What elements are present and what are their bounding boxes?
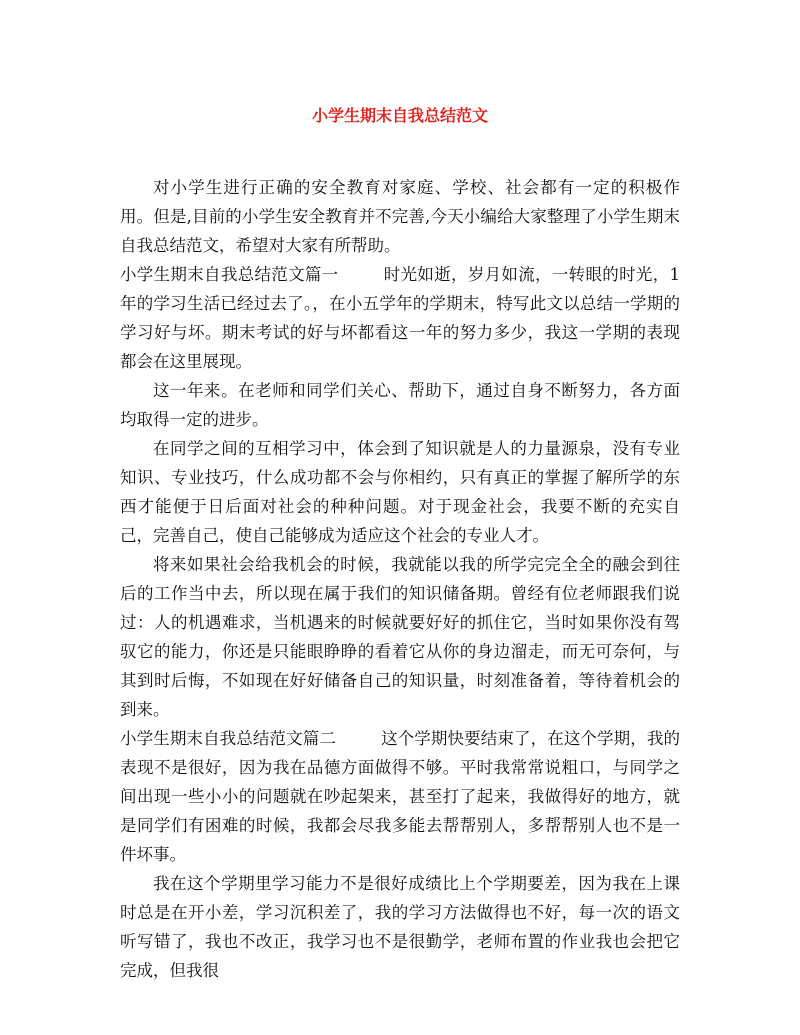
intro-paragraph: 对小学生进行正确的安全教育对家庭、学校、社会都有一定的积极作用。但是,目前的小学生安全教育并不完善,今天小编给大家整理了小学生期末自我总结范文，希望对大家有所帮助。 [120,178,680,255]
section-one-text: 时光如逝，岁月如流，一转眼的时光，1年的学习生活已经过去了。，在小五学年的学期末，特写此文以总结一学期的学习好与坏。期末考试的好与坏都看这一年的努力多少，我这一学期的表现都会在这里展现。 [120,265,680,371]
document-page [120,104,680,985]
document-title: 小学生期末自我总结范文 [311,106,488,125]
section-two-heading: 小学生期末自我总结范文篇二 [120,729,336,748]
body-paragraph: 在同学之间的互相学习中，体会到了知识就是人的力量源泉，没有专业知识、专业技巧，什么成功都不会与你相约，只有真正的掌握了解所学的东西才能便于日后面对社会的种种问题。对于现金社会，我要不断的充实自己，完善自己，使自己能够成为适应这个社会的专业人才。 [120,439,680,545]
section-one-paragraph [120,260,680,376]
body-paragraph: 这一年来。在老师和同学们关心、帮助下，通过自身不断努力，各方面均取得一定的进步。 [120,381,680,429]
section-one-heading: 小学生期末自我总结范文篇一 [120,265,339,284]
section-two-paragraph [120,724,680,869]
body-paragraph: 我在这个学期里学习能力不是很好成绩比上个学期要差，因为我在上课时总是在开小差，学习沉积差了，我的学习方法做得也不好，每一次的语文听写错了，我也不改正，我学习也不是很勤学，老师布置的作业我也会把它完成，但我很 [120,874,680,980]
section-two-text: 这个学期快要结束了，在这个学期，我的表现不是很好，因为我在品德方面做得不够。平时我常常说粗口，与同学之间出现一些小小的问题就在吵起架来，甚至打了起来，我做得好的地方，就是同学们有困难的时候，我都会尽我多能去帮帮别人，多帮帮别人也不是一件坏事。 [120,729,681,864]
body-paragraph: 将来如果社会给我机会的时候，我就能以我的所学完完全全的融会到往后的工作当中去，所以现在属于我们的知识储备期。曾经有位老师跟我们说过：人的机遇难求，当机遇来的时候就要好好的抓住它，当时如果你没有驾驭它的能力，你还是只能眼睁睁的看着它从你的身边溜走，而无可奈何，与其到时后悔，不如现在好好储备自己的知识量，时刻准备着，等待着机会的到来。 [120,555,680,719]
